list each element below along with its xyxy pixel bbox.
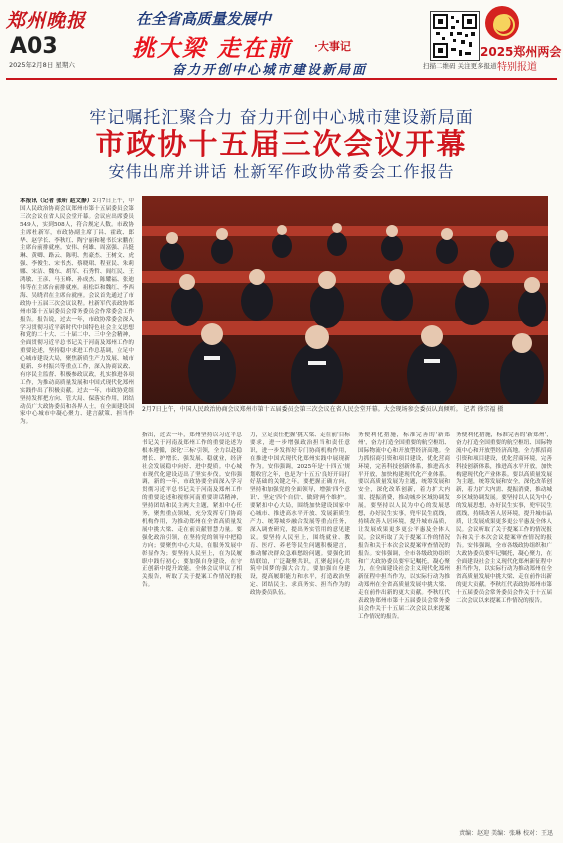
slogan-bottom: 奋力开创中心城市建设新局面: [172, 63, 368, 78]
page-number: A03: [10, 34, 58, 59]
photo-caption: [142, 406, 552, 414]
article-subhead: 安伟出席并讲话 杜新军作政协常委会工作报告: [108, 162, 455, 181]
article-kicker: 牢记嘱托汇聚合力 奋力开创中心城市建设新局面: [89, 108, 474, 128]
qr-label: 扫描二维码 关注更多报道: [423, 62, 497, 70]
column-2-text: 指出，过去一年，郑州坚持以习近平总书记关于河南及郑州工作的重要论述为根本遵循，深化'三标'引领，全力以赴稳增长、护增长、强发展、稳就业，经济社会发展稳中向好、进中提质。中心城市现代化建设迈出了坚实步伐。安伟强调，新的一年，市政协要全面深入学习贯彻习近平总书记关于河南及郑州工作的重要论述和视察河南重要讲话精神，坚持团结和民主两大主题，紧扣中心任务，聚焦重点领域，充分发挥专门协商机构作用，为推动郑州在全省高质量发展中挑大梁、走在前贡献智慧力量。要强化政治引领，在坚持党的领导中把稳方向；要聚焦中心大局，在服务发展中彰显作为；要坚持人民至上，在为民履职中践行初心；要加强自身建设，在守正创新中提升效能。全体会议审议了相关报告，听取了关于提案工作情况的报告。: [142, 432, 242, 589]
article-photo: [142, 196, 548, 404]
issue-date: 2025年2月8日 星期六: [9, 61, 75, 69]
byline: 本报讯（记者 张昕 赵文静）: [20, 198, 93, 204]
masthead-divider: [6, 78, 557, 80]
masthead: [0, 0, 563, 78]
emblem-icon: [485, 6, 519, 40]
article-column-3: [250, 432, 350, 828]
column-4-text: 务便利化措施，标准完善的'新郑州'，奋力打造全国重要的航空枢纽、国际物流中心和开放型经济高地。全力抓招商引资和项目建设，优化营商环境，完善科技创新体系，推进高水平开放，加快构建现代化产业体系。要以高质量发展为主题，统筹发展和安全，深化改革创新，着力扩大内需、提振消费，推动城乡区域协调发展。要坚持以人民为中心的发展思想，办好民生实事，兜牢民生底线，持续改善人居环境，提升城市品质，让发展成果更多更公平惠及全体人民。会议听取了关于提案工作的情况报告和关于本次会议提案审查情况的报告。安伟强调，全市各级政协组织和广大政协委员要牢记嘱托，凝心聚力，在全面建设社会主义现代化郑州新征程中担当作为，以实际行动为推动郑州在全省高质量发展中挑大梁、走在前作出新的更大贡献。李秋红代表政协郑州市第十五届委员会常务委员会作关于十五届二次会议以来提案工作情况的报告。: [358, 432, 450, 620]
photo-credit: 记者 徐宗福 摄: [463, 406, 504, 413]
article-headline: 市政协十五届三次会议开幕: [95, 127, 468, 161]
column-5-text: 务便利化措施，标准完善的'新郑州'，奋力打造全国重要的航空枢纽、国际物流中心和开放型经济高地。全力抓招商引资和项目建设，优化营商环境，完善科技创新体系，推进高水平开放，加快构建现代化产业体系。要以高质量发展为主题，统筹发展和安全，深化改革创新，着力扩大内需、提振消费，推动城乡区域协调发展。要坚持以人民为中心的发展思想，办好民生实事，兜牢民生底线，持续改善人居环境，提升城市品质，让发展成果更多更公平惠及全体人民。会议听取了关于提案工作的情况报告和关于本次会议提案审查情况的报告。安伟强调，全市各级政协组织和广大政协委员要牢记嘱托，凝心聚力，在全面建设社会主义现代化郑州新征程中担当作为，以实际行动为推动郑州在全省高质量发展中挑大梁、走在前作出新的更大贡献。李秋红代表政协郑州市第十五届委员会常务委员会作关于十五届二次会议以来提案工作情况的报告。: [456, 432, 552, 605]
special-report-title: 2025郑州两会: [480, 45, 562, 59]
article-column-1: [20, 198, 134, 828]
special-report-sub: 特别报道: [497, 62, 537, 73]
qr-code-icon[interactable]: [430, 11, 480, 61]
slogan-top: 在全省高质量发展中: [136, 10, 272, 28]
article-column-5: [456, 432, 552, 828]
column-3-text: 力，立足责任把握'挑大梁、走在前'目标要求，进一步增强政治担当和责任意识，进一步发挥好专门协商机构作用，在推进中国式现代化郑州实践中展现新作为。安伟强调，2025年是'十四五'规划收官之年，也是为'十五五'良好开局打好基础的关键之年。要把握正确方向，坚持和加强党的全面领导，增强'四个意识'、坚定'四个自信'、做到'两个维护'。要紧扣中心大局，围绕加快建设国家中心城市、推进高水平开放、发展新质生产力、统筹城乡融合发展等重点任务，深入调查研究，提出务实管用的意见建议。要坚持人民至上，围绕就业、教育、医疗、养老等民生问题积极建言，推动解决群众急难愁盼问题。要强化团结联谊，广泛凝聚共识，汇聚起同心共筑中国梦的强大合力。要加强自身建设，提高履职能力和水平，打造政治坚定、团结民主、求真务实、担当作为的政协委员队伍。: [250, 432, 350, 597]
article-column-4: [358, 432, 450, 828]
article-column-2: [142, 432, 242, 828]
newspaper-logo: 郑州晚报: [6, 10, 87, 32]
slogan-tag: ·大事记: [314, 40, 351, 53]
column-1-text: 2月7日上午，中国人民政治协商会议郑州市第十五届委员会第三次会议在省人民会堂开幕。会议应出席委员549人，实到508人，符合规定人数。市政协主席杜新军，市政协副主席丁昌、霍政、郎华、赵学长、李秋红、陶宁丽和秘书长宋鹏在主席台前排就座。安伟、何雄、周富强、吕挺琳、黄卿、路云、陈明、焦豪杰、王树文、虎强、李俊生、宋书杰、蔡晓珺、程亚民、朱莉娜、宋洁、魏东、胡军、石秀哲、阎红民、王鸿敏、王彦、马玉峰、孙成杰、陈耀福、张迪伟等在主席台前排就座。祖松臣和魏红、李西海、吴晓君在主席台就座。会议首先通过了市政协十五届三次会议议程。杜新军代表政协郑州市第十五届委员会常务委员会作常委会工作报告。报告说，过去一年，市政协常委会深入学习贯彻习近平新时代中国特色社会主义思想和党的二十大、二十届二中、三中全会精神，全面贯彻习近平总书记关于河南及郑州工作的重要论述，坚持稳中求进工作总基调，立足中心城市建设大局，聚焦新质生产力发展、城市更新、乡村振兴等重点工作，深入协商议政、有序民主监督、积极参政议政，扎实推进各项工作，为推动高质量发展和中国式现代化郑州实践作出了积极贡献。过去一年，市政协党组坚持发挥把方向、管大局、保落实作用，团结动员广大政协委员和各界人士，在全面建设国家中心城市中凝心聚力、建言献策、担当作为。: [20, 198, 134, 426]
slogan-main: 挑大梁 走在前: [132, 35, 293, 62]
page-footer: 责编：赵迎 美编：张琳 校对：王迅: [459, 830, 553, 837]
photo-caption-text: 2月7日上午，中国人民政治协商会议郑州市第十五届委员会第三次会议在省人民会堂开幕。大会现场参会委员认真倾听。: [142, 406, 462, 413]
